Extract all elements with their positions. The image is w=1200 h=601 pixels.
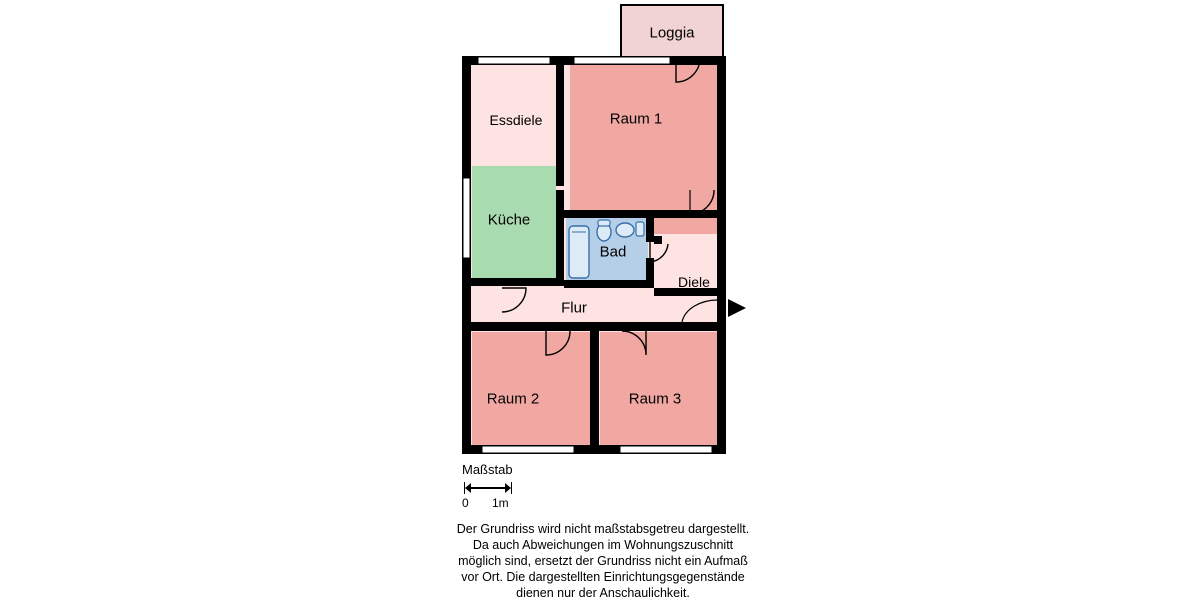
scale-numbers [464,496,524,512]
scale-arrow-left-icon [465,483,471,493]
room-label-bad: Bad [599,243,627,261]
scale-arrow-line [468,487,508,489]
scale-endcap-right [511,482,512,494]
scale-title: Maßstab [462,462,513,477]
scale-value-start: 0 [462,496,469,510]
room-label-raum-1: Raum 1 [609,110,663,128]
disclaimer-line-3: möglich sind, ersetzt der Grundriss nicht ein Aufmaß [458,554,748,568]
scale-arrow-right-icon [505,483,511,493]
scale-bar-graphic [462,481,524,510]
scale-bar [462,462,762,510]
disclaimer-line-5: dienen nur der Anschaulichkeit. [516,586,690,600]
disclaimer-text [448,521,758,601]
room-label-essdiele: Essdiele [489,112,543,128]
entrance-arrow [728,299,746,317]
room-label-loggia: Loggia [649,24,695,42]
room-label-raum-3: Raum 3 [628,390,682,408]
disclaimer-line-4: vor Ort. Die dargestellten Einrichtungsgegenstände [461,570,745,584]
room-label-flur: Flur [561,299,587,317]
room-label-raum-2: Raum 2 [486,390,540,408]
scale-value-end: 1m [492,496,509,510]
disclaimer-line-2: Da auch Abweichungen im Wohnungszuschnitt [472,538,734,552]
scale-ticks [464,481,524,495]
room-label-diele: Diele [678,274,710,290]
room-label-kueche: Küche [487,211,531,229]
room-loggia [621,5,723,58]
disclaimer-line-1: Der Grundriss wird nicht maßstabsgetreu dargestellt. [456,522,750,536]
